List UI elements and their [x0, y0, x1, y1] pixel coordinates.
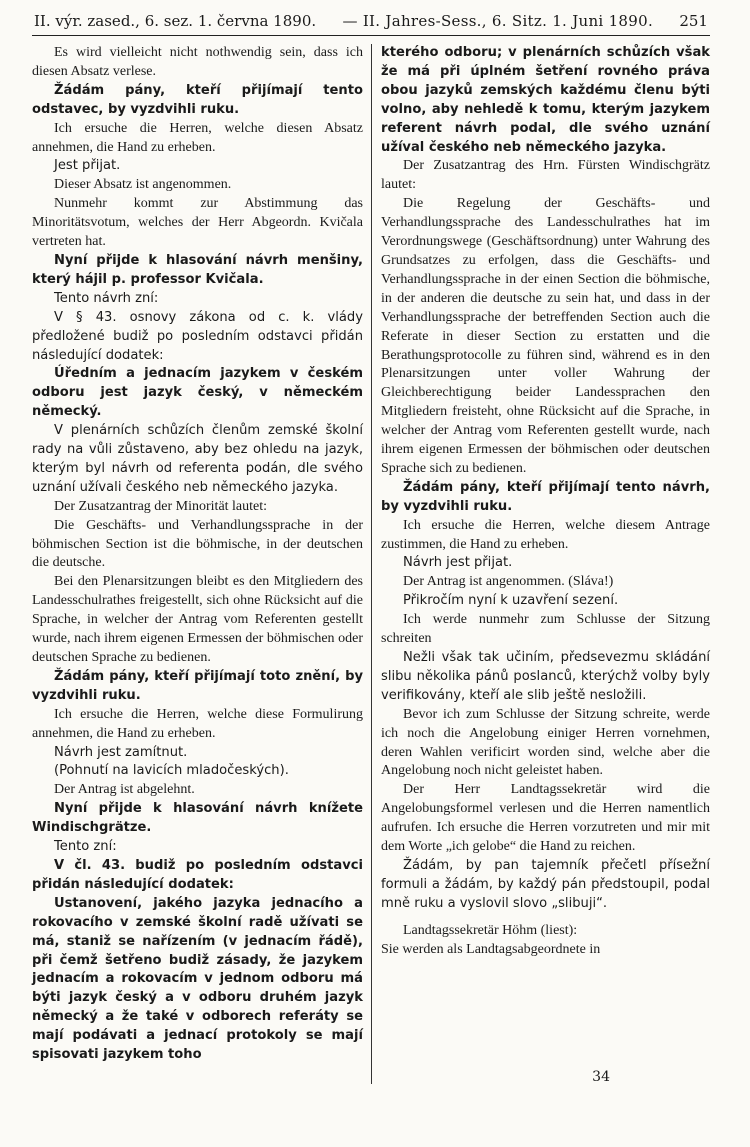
paragraph: Tento zní:: [54, 839, 117, 855]
paragraph: (Pohnutí na lavicích mladočeských).: [54, 763, 289, 779]
paragraph: Jest přijat.: [54, 158, 121, 174]
paragraph: Die Geschäfts- und Verhandlungssprache in der böhmischen Section ist die böhmische, in der deutschen die deutsche.: [32, 517, 363, 571]
paragraph: Bei den Plenarsitzungen bleibt es den Mitgliedern des Landesschulrathes freigestellt, sich ohne Rücksicht auf die Sprache, in welcher der Antrag vom Referenten gestellt wurde, nach ihrem eigenen Ermessen der böhmischen oder deutschen Sprache zu bedienen.: [32, 574, 363, 665]
right-column: [371, 44, 710, 1065]
page-number: 251: [679, 12, 708, 30]
text-columns: [32, 44, 710, 1065]
left-column: [32, 44, 371, 1065]
paragraph: V čl. 43. budiž po posledním odstavci přidán následující dodatek:: [32, 857, 363, 892]
paragraph: Tento návrh zní:: [54, 290, 159, 306]
header-german: — II. Jahres-Sess., 6. Sitz. 1. Juni 1890.: [342, 12, 654, 30]
paragraph: Nunmehr kommt zur Abstimmung das Minoritätsvotum, welches der Herr Abgeordn. Kvičala vertreten hat.: [32, 196, 363, 250]
paragraph: Der Antrag ist abgelehnt.: [54, 782, 195, 798]
paragraph: Der Zusatzantrag der Minorität lautet:: [54, 498, 268, 514]
paragraph: Žádám pány, kteří přijímají tento odstavec, by vyzdvihli ruku.: [32, 82, 363, 117]
paragraph: Úředním a jednacím jazykem v českém odboru jest jazyk český, v německém německý.: [32, 366, 363, 420]
paragraph: Žádám, by pan tajemník přečetl přísežní formuli a žádám, by každý pán předstoupil, podal mně ruku a vyslovil slovo „slibuji“.: [381, 857, 710, 911]
paragraph: Žádám pány, kteří přijímají toto znění, by vyzdvihli ruku.: [32, 668, 363, 703]
paragraph: kterého odboru; v plenárních schůzích však že má při úplném šetření rovného práva obou jazyků zemských každému členu býti volno, aby nehledě k tomu, kterým jazykem referent návrh podal, dle svého uznání užíval českého neb německého jazyka.: [381, 45, 710, 155]
paragraph: Ustanovení, jakého jazyka jednacího a rokovacího v zemské školní radě užívati se má, staniž se nařízením (v jednacím řádě), při čemž šetřeno budiž zásady, že jazykem jednacím a rokovacím v jednom odboru má býti jazyk český a v odboru druhém jazyk německý a že také v odborech referáty se mají podávati a jednací protokoly se mají spisovati jazykem toho: [32, 895, 363, 1063]
paragraph: Der Antrag ist angenommen. (Sláva!): [403, 574, 614, 590]
column-divider: [371, 44, 372, 1084]
paragraph: Der Herr Landtagssekretär wird die Angelobungsformel verlesen und die Herren namentlich aufrufen. Ich ersuche die Herren vorzutreten und mir mit dem Worte „ich gelobe“ die Hand zu reichen.: [381, 782, 710, 855]
paragraph: Bevor ich zum Schlusse der Sitzung schreite, werde ich noch die Angelobung einiger Herren vornehmen, deren Wahlen verificirt worden sind, welche aber die Angelobung noch nicht geleistet haben.: [381, 706, 710, 779]
paragraph: Ich ersuche die Herren, welche diesem Antrage zustimmen, die Hand zu erheben.: [381, 517, 710, 552]
paragraph: Die Regelung der Geschäfts- und Verhandlungssprache des Landesschulrathes hat im Verordnungswege (Geschäftsordnung) unter Wahrung des Grundsatzes zu erfolgen, dass die Geschäfts- und Verhandlungssprache in der einen Section die böhmische, in der anderen die deutsche zu sein hat, und dass in der Verhandlungssprache der betreffenden Section auch die Referate in dieser Section zu erstatten und die Berathungsprotocolle zu führen sind, während es in den Plenarsitzungen unter voller Wahrung der Gleichberechtigung beider Landessprachen den Mitgliedern freisteht, ohne Rücksicht auf die Sprache, in welcher der Antrag vom Referenten gestellt wurde, nach ihrem eigenen Ermessen der böhmischen oder deutschen Sprache sich zu bedienen.: [381, 196, 710, 476]
paragraph: Návrh jest přijat.: [403, 555, 513, 571]
paragraph: Ich ersuche die Herren, welche diesen Absatz annehmen, die Hand zu erheben.: [32, 120, 363, 155]
paragraph: Návrh jest zamítnut.: [54, 744, 188, 760]
paragraph: Dieser Absatz ist angenommen.: [54, 177, 232, 193]
running-header: [32, 12, 710, 36]
paragraph: Ich werde nunmehr zum Schlusse der Sitzung schreiten: [381, 612, 710, 647]
paragraph: Landtagssekretär Höhm (liest):: [403, 922, 578, 938]
header-czech: II. výr. zased., 6. sez. 1. června 1890.: [34, 12, 317, 30]
paragraph: V § 43. osnovy zákona od c. k. vlády předložené budiž po posledním odstavci přidán následující dodatek:: [32, 309, 363, 363]
paragraph: Nežli však tak učiním, předsevezmu skládání slibu několika pánů poslanců, kterýchž volby byly verifikovány, kteří ale slib ještě nesložili.: [381, 650, 710, 703]
paragraph: [381, 914, 710, 922]
paragraph: Es wird vielleicht nicht nothwendig sein, dass ich diesen Absatz verlese.: [32, 45, 363, 79]
paragraph: Ich ersuche die Herren, welche diese Formulirung annehmen, die Hand zu erheben.: [32, 706, 363, 741]
paragraph: Der Zusatzantrag des Hrn. Fürsten Windischgrätz lautet:: [381, 158, 710, 193]
paragraph: Nyní přijde k hlasování návrh menšiny, který hájil p. professor Kvičala.: [32, 252, 363, 287]
paragraph: Nyní přijde k hlasování návrh knížete Windischgrätze.: [32, 801, 363, 836]
paragraph: Žádám pány, kteří přijímají tento návrh, by vyzdvihli ruku.: [381, 479, 710, 514]
paragraph: Přikročím nyní k uzavření sezení.: [403, 593, 619, 609]
paragraph: V plenárních schůzích členům zemské školní rady na vůli zůstaveno, aby bez ohledu na jazyk, kterým byl návrh od referenta podán, dle svého uznání užívali českého neb německého jazyka.: [32, 423, 363, 495]
sheet-number: 34: [592, 1068, 610, 1085]
paragraph: Sie werden als Landtagsabgeordnete in: [381, 941, 601, 957]
